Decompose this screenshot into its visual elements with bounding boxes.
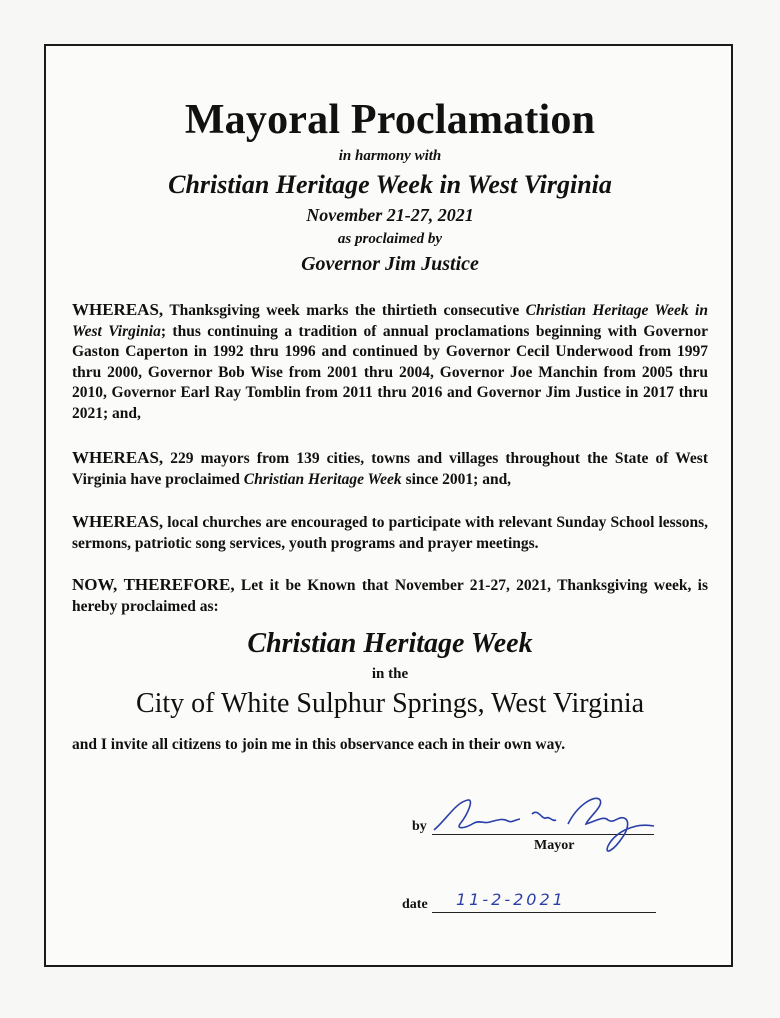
week-title: Christian Heritage Week xyxy=(247,628,533,659)
whereas-italic: Christian Heritage Week in West Virginia xyxy=(72,302,708,340)
event-name: Christian Heritage Week in West Virginia xyxy=(168,170,612,199)
whereas-text: ; thus continuing a tradition of annual proclamations beginning with Governor Gaston Caperton in 1992 thru 1996 and continued by Governor Cecil Underwood from 1997 thru 2000, Governor Bob Wise from 2001 thru 2004, Governor Joe Manchin from 2005 thru 2010, Governor Earl Ray Tomblin from 2011 thru 2016 and Governor Jim Justice in 2017 thru 2021; and, xyxy=(72,322,708,422)
subtitle-harmony: in harmony with xyxy=(338,148,442,164)
whereas-italic: Christian Heritage Week xyxy=(243,470,402,488)
whereas-paragraph-3 xyxy=(72,512,708,554)
whereas-text: since 2001; and, xyxy=(401,470,512,488)
whereas-lead: WHEREAS, xyxy=(72,300,164,319)
event-dates: November 21-27, 2021 xyxy=(306,205,474,225)
whereas-paragraph-2 xyxy=(72,448,708,490)
date-label: date xyxy=(402,897,428,912)
date-value: 11-2-2021 xyxy=(456,890,566,909)
invite-text: and I invite all citizens to join me in this observance each in their own way. xyxy=(72,736,566,753)
date-line xyxy=(432,912,656,913)
whereas-paragraph-1 xyxy=(72,300,708,424)
mayor-label: Mayor xyxy=(534,838,575,853)
now-therefore-lead: NOW, THEREFORE, xyxy=(72,575,235,594)
governor-name: Governor Jim Justice xyxy=(301,253,479,275)
now-therefore-text: Let it be Known that November 21-27, 2021, Thanksgiving week, is hereby proclaimed as: xyxy=(72,577,709,615)
city-name: City of White Sulphur Springs, West Virginia xyxy=(135,688,645,719)
whereas-lead: WHEREAS, xyxy=(72,512,164,531)
whereas-text: 229 mayors from 139 cities, towns and villages throughout the State of West Virginia have proclaimed xyxy=(72,450,708,488)
whereas-text: Thanksgiving week marks the thirtieth consecutive xyxy=(163,302,526,319)
by-label: by xyxy=(412,819,427,834)
in-the-label: in the xyxy=(371,666,409,682)
whereas-text: local churches are encouraged to participate with relevant Sunday School lessons, sermons, patriotic song services, youth programs and prayer meetings. xyxy=(72,514,708,552)
proclaimed-by: as proclaimed by xyxy=(337,231,443,247)
whereas-lead: WHEREAS, xyxy=(72,448,164,467)
now-therefore-paragraph xyxy=(72,575,708,617)
page-title: Mayoral Proclamation xyxy=(184,97,596,143)
